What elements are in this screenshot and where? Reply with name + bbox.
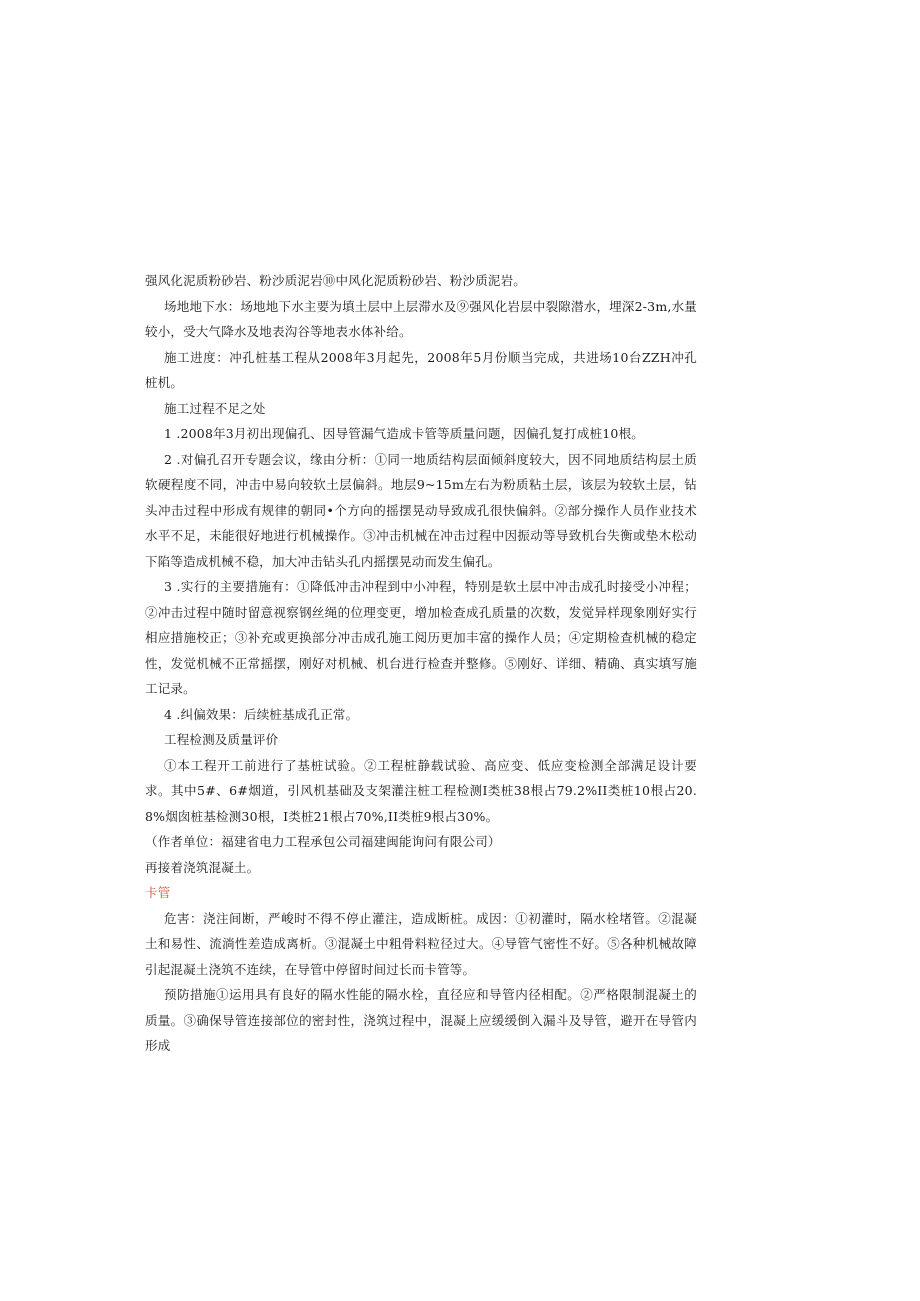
paragraph-progress: 施工进度：冲孔桩基工程从2008年3月起先，2008年5月份顺当完成，共进场10台ZZH冲孔桩机。 — [145, 349, 697, 390]
paragraph-continue-pour: 再接着浇筑混凝土。 — [145, 859, 260, 875]
list-item-3: 3 .实行的主要措施有：①降低冲击冲程到中小冲程，特别是软土层中冲击成孔时接受小冲程；②冲击过程中随时留意视察钢丝绳的位理变更，增加检查成孔质量的次数，发觉异样现象刚好实行相应措施校正；③补充或更换部分冲击成孔施工阅历更加丰富的操作人员；④定期检查机械的稳定性，发觉机械不正常摇摆，刚好对机械、机台进行检查并整修。⑤刚好、详细、精确、真实填写施工记录。 — [145, 579, 697, 696]
document-body — [145, 268, 697, 1059]
section-heading-shortcomings: 施工过程不足之处 — [164, 400, 266, 416]
list-item-1: 1 .2008年3月初出现偏孔、因导管漏气造成卡管等质量问题，因偏孔复打成桩10根。 — [164, 426, 644, 441]
list-item-4: 4 .纠偏效果：后续桩基成孔正常。 — [164, 706, 359, 722]
paragraph-hazard: 危害：浇注间断，严峻时不得不停止灌注，造成断桩。成因：①初灌时，隔水栓堵管。②混凝土和易性、流淌性差造成离析。③混凝土中粗骨料粒径过大。④导管气密性不好。⑤各种机械故障引起混凝土浇筑不连续，在导管中停留时间过长而卡管等。 — [145, 910, 697, 977]
paragraph-inspection: ①本工程开工前进行了基桩试验。②工程桩静载试验、高应变、低应变检测全部满足设计要求。其中5#、6#烟道，引风机基础及支架灌注桩工程检测I类桩38根占79.2%II类桩10根占20.8%烟囱桩基检测30根，I类桩21根占70%,II类桩9根占30%。 — [145, 757, 697, 824]
author-affiliation: （作者单位：福建省电力工程承包公司福建闽能询问有限公司） — [145, 834, 501, 849]
paragraph-prevention: 预防措施①运用具有良好的隔水性能的隔水栓，直径应和导管内径相配。②严格限制混凝土的质量。③确保导管连接部位的密封性，浇筑过程中，混凝上应缓缓倒入漏斗及导管，避开在导管内形成 — [145, 987, 697, 1053]
paragraph-groundwater: 场地地下水：场地地下水主要为填土层中上层滞水及⑨强风化岩层中裂隙潜水，埋深2-3m,水量较小，受大气降水及地表沟谷等地表水体补给。 — [145, 298, 697, 339]
section-heading-inspection: 工程检测及质量评价 — [164, 732, 279, 747]
paragraph-rock-layers: 强风化泥质粉砂岩、粉沙质泥岩⑩中风化泥质粉砂岩、粉沙质泥岩。 — [145, 273, 527, 288]
list-item-2: 2 .对偏孔召开专题会议，缘由分析：①同一地质结构层面倾斜度较大，因不同地质结构层土质软硬程度不同，冲击中易向较软土层偏斜。地层9~15m左右为粉质粘土层，该层为较软土层，钻头冲击过程中形成有规律的朝同•个方向的摇摆晃动导致成孔很快偏斜。②部分操作人员作业技术水平不足，未能很好地进行机械操作。③冲击机械在冲击过程中因振动等导致机台失衡或垫木松动下陷等造成机械不稳，加大冲击钻头孔内摇摆晃动而发生偏孔。 — [145, 451, 697, 569]
section-heading-pipe-jam: 卡管 — [145, 885, 171, 900]
